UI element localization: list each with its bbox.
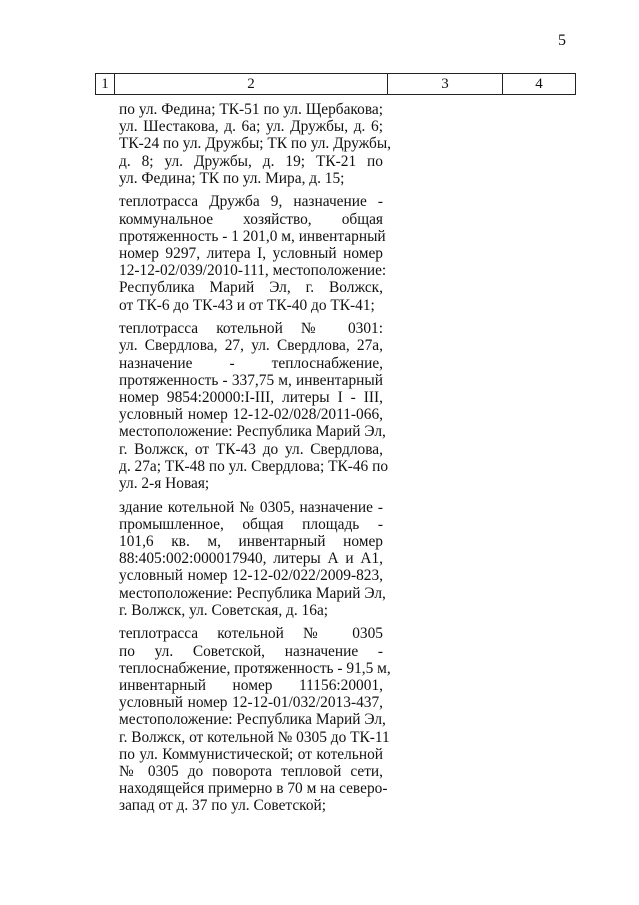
entry-text-line: здание котельной № 0305, назначение - [119,498,383,516]
entry-text-line: коммунальное хозяйство, общая [119,210,383,228]
entry-text-line: г. Волжск, от котельной № 0305 до ТК-11 [119,728,390,746]
entry-text-line: от ТК-6 до ТК-43 и от ТК-40 до ТК-41; [119,296,375,314]
entry-text-line: г. Волжск, от ТК-43 до ул. Свердлова, [119,440,383,458]
entry-text-line: д. 27а; ТК-48 по ул. Свердлова; ТК-46 по [119,457,389,475]
property-list [119,101,392,821]
entry-text-line: № 0305 до поворота тепловой сети, [119,763,383,781]
entry-text-line: находящейся примерно в 70 м на северо- [119,780,388,798]
entry-text-line: теплотрасса Дружба 9, назначение - [119,193,383,211]
entry-text-line: 101,6 кв. м, инвентарный номер [119,533,383,551]
table-header-row [95,73,576,95]
entry-text-line: ТК-24 по ул. Дружбы; ТК по ул. Дружбы, [119,135,392,153]
column-header-1: 1 [96,74,115,94]
entry-text-line: г. Волжск, ул. Советская, д. 16а; [119,601,329,619]
entry-text-line: протяженность - 337,75 м, инвентарный [119,371,383,389]
entry-text-line: ул. Свердлова, 27, ул. Свердлова, 27а, [119,337,383,355]
property-entry [119,498,386,619]
entry-text-line: номер 9854:20000:I-III, литеры I - III, [119,389,383,407]
entry-text-line: условный номер 12-12-02/022/2009-823, [119,567,383,585]
entry-text-line: Республика Марий Эл, г. Волжск, [119,279,383,297]
entry-text-line: по ул. Советской, назначение - [119,642,383,660]
entry-text-line: условный номер 12-12-01/032/2013-437, [119,694,383,712]
entry-text-line: ул. Федина; ТК по ул. Мира, д. 15; [119,169,345,187]
property-entry [119,101,392,187]
property-entry [119,320,389,493]
property-entry [119,625,391,815]
entry-text-line: промышленное, общая площадь - [119,515,383,533]
entry-text-line: по ул. Федина; ТК-51 по ул. Щербакова; [119,101,383,118]
entry-text-line: местоположение: Республика Марий Эл, [119,711,386,729]
page-number: 5 [558,32,566,49]
property-entry [119,193,387,314]
entry-text-line: ул. 2-я Новая; [119,475,210,493]
entry-text-line: инвентарный номер 11156:20001, [119,677,383,695]
entry-text-line: запад от д. 37 по ул. Советской; [119,797,327,815]
entry-text-line: 12-12-02/039/2010-111, местоположение: [119,262,387,280]
entry-text-line: номер 9297, литера I, условный номер [119,245,383,263]
entry-text-line: по ул. Коммунистической; от котельной [119,745,383,763]
entry-text-line: теплотрасса котельной № 0305 [119,625,383,643]
column-header-2: 2 [115,74,388,94]
entry-text-line: протяженность - 1 201,0 м, инвентарный [119,227,386,245]
entry-text-line: теплотрасса котельной № 0301: [119,320,383,338]
entry-text-line: ул. Шестакова, д. 6а; ул. Дружбы, д. 6; [119,118,383,136]
entry-text-line: местоположение: Республика Марий Эл, [119,423,386,441]
column-header-4: 4 [535,76,543,92]
entry-text-line: назначение - теплоснабжение, [119,354,383,372]
entry-text-line: д. 8; ул. Дружбы, д. 19; ТК-21 по [119,152,383,170]
entry-text-line: теплоснабжение, протяженность - 91,5 м, [119,659,391,677]
entry-text-line: условный номер 12-12-02/028/2011-066, [119,406,383,424]
column-header-3: 3 [388,74,503,94]
entry-text-line: 88:405:002:000017940, литеры А и А1, [119,550,383,568]
entry-text-line: местоположение: Республика Марий Эл, [119,584,386,602]
